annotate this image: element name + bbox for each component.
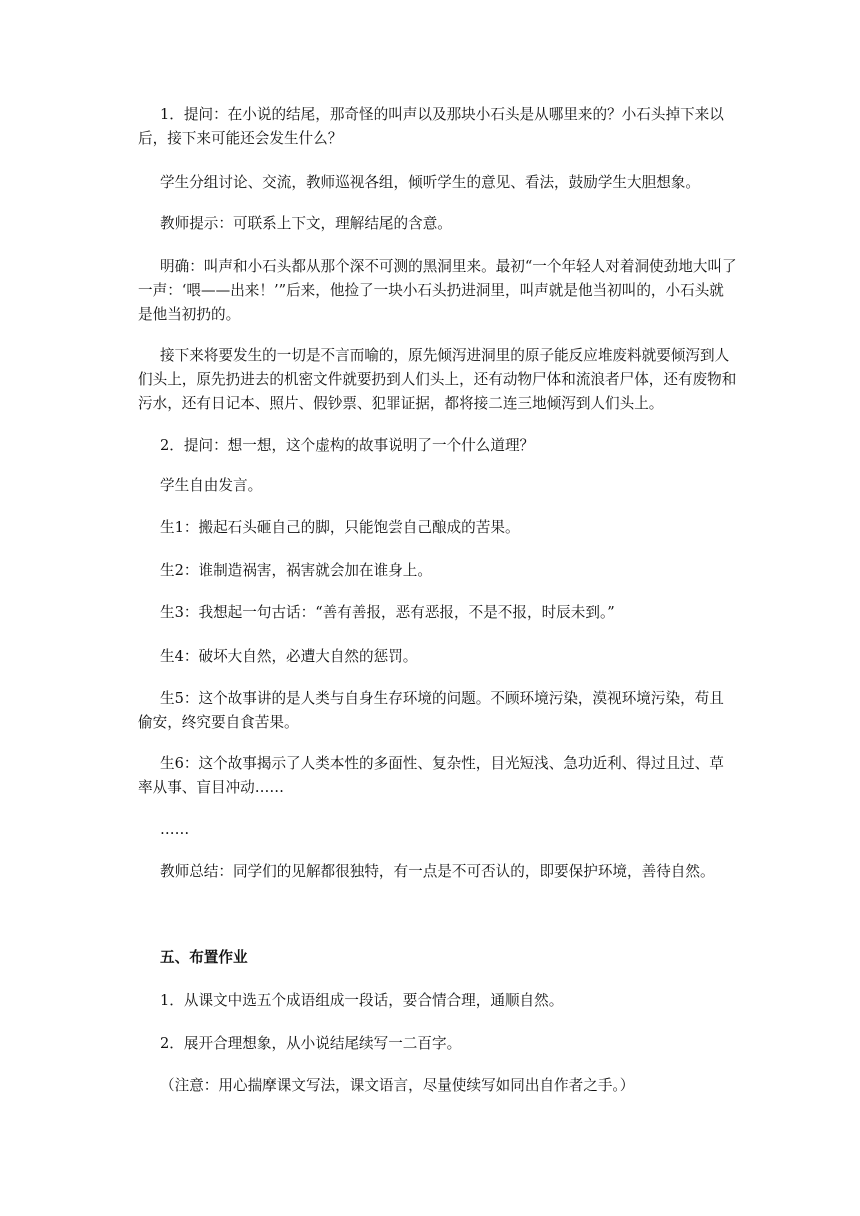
paragraph-free-speech: 学生自由发言。	[160, 477, 263, 494]
homework-note: （注意：用心揣摩课文写法，课文语言，尽量使续写如同出自作者之手。）	[160, 1077, 635, 1094]
paragraph-question-2: 2．提问：想一想，这个虚构的故事说明了一个什么道理？	[160, 437, 535, 454]
student-answer-5: 生5：这个故事讲的是人类与自身生存环境的问题。不顾环境污染，漠视环境污染，苟且偷安，终究要自食苦果。	[138, 690, 724, 731]
paragraph-question-1: 1．提问：在小说的结尾，那奇怪的叫声以及那块小石头是从哪里来的？小石头掉下来以后，接下来可能还会发生什么？	[138, 106, 724, 147]
paragraph-teacher-hint: 教师提示：可联系上下文，理解结尾的含意。	[160, 215, 452, 232]
student-answer-3: 生3：我想起一句古话：“善有善报，恶有恶报，不是不报，时辰未到。”	[160, 604, 615, 621]
student-answer-4: 生4：破坏大自然，必遭大自然的惩罚。	[160, 648, 418, 665]
paragraph-clarification: 明确：叫声和小石头都从那个深不可测的黑洞里来。最初“一个年轻人对着洞使劲地大叫了一声：‘喂——出来！’”后来，他捡了一块小石头扔进洞里，叫声就是他当初叫的，小石头就是他当初扔的。	[138, 258, 737, 323]
student-answer-1: 生1：搬起石头砸自己的脚，只能饱尝自己酿成的苦果。	[160, 519, 520, 536]
homework-item-1: 1．从课文中选五个成语组成一段话，要合情合理，通顺自然。	[160, 992, 564, 1009]
teacher-summary: 教师总结：同学们的见解都很独特，有一点是不可否认的，即要保护环境，善待自然。	[160, 863, 715, 880]
student-answer-6: 生6：这个故事揭示了人类本性的多面性、复杂性，目光短浅、急功近利、得过且过、草率从事、盲目冲动……	[138, 755, 724, 796]
paragraph-consequence: 接下来将要发生的一切是不言而喻的，原先倾泻进洞里的原子能反应堆废料就要倾泻到人们头上，原先扔进去的机密文件就要扔到人们头上，还有动物尸体和流浪者尸体，还有废物和污水，还有日记本、照片、假钞票、犯罪证据，都将接二连三地倾泻到人们头上。	[138, 347, 737, 412]
ellipsis-line: ……	[160, 821, 190, 838]
section-heading-homework: 五、布置作业	[160, 949, 248, 966]
paragraph-discussion: 学生分组讨论、交流，教师巡视各组，倾听学生的意见、看法，鼓励学生大胆想象。	[160, 174, 700, 191]
student-answer-2: 生2：谁制造祸害，祸害就会加在谁身上。	[160, 562, 432, 579]
homework-item-2: 2．展开合理想象，从小说结尾续写一二百字。	[160, 1035, 462, 1052]
